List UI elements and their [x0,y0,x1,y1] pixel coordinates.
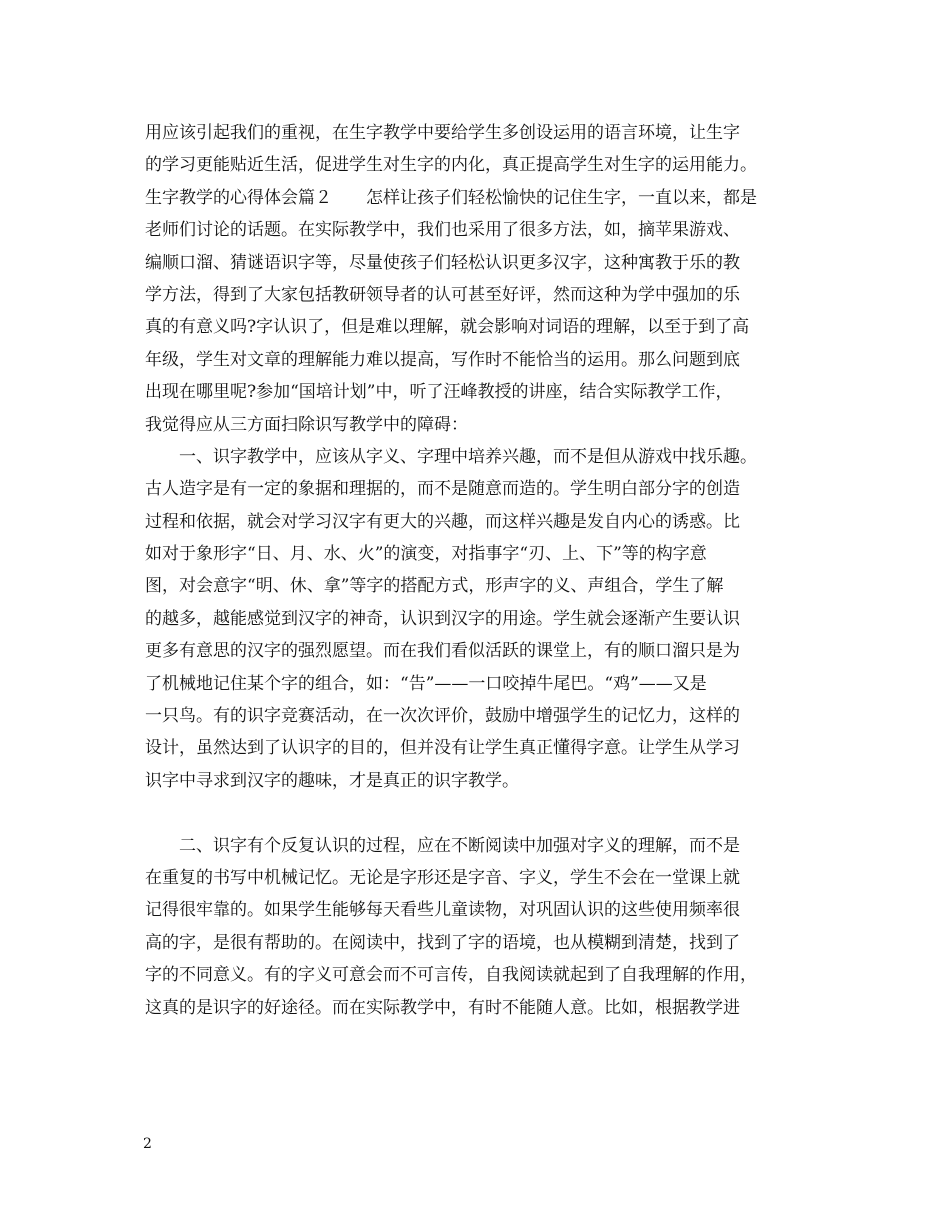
paragraph-gap [145,797,810,829]
text-line: 过程和依据，就会对学习汉字有更大的兴趣，而这样兴趣是发自内心的诱惑。比 [145,511,740,532]
text-line: 识字中寻求到汉字的趣味，才是真正的识字教学。 [145,770,519,791]
text-line: 出现在哪里呢?参加“国培计划”中，听了汪峰教授的讲座，结合实际教学工作， [145,382,733,403]
text-line: 编顺口溜、猜谜语识字等，尽量使孩子们轻松认识更多汉字，这种寓教于乐的教 [145,252,740,273]
text-line: 我觉得应从三方面扫除识写教学中的障碍： [145,414,468,435]
text-line: 记得很牢靠的。如果学生能够每天看些儿童读物，对巩固认识的这些使用频率很 [145,900,740,921]
text-line: 真的有意义吗?字认识了，但是难以理解，就会影响对词语的理解，以至于到了高 [145,317,750,338]
page-number: 2 [143,1136,152,1152]
text-line: 了机械地记住某个字的组合，如：“告”——一口咬掉牛尾巴。“鸡”——又是 [145,673,707,694]
text-line: 生字教学的心得体会篇２ 怎样让孩子们轻松愉快的记住生字，一直以来，都是 [145,187,757,208]
text-line: 高的字，是很有帮助的。在阅读中，找到了字的语境，也从模糊到清楚，找到了 [145,932,740,953]
text-line: 字的不同意义。有的字义可意会而不可言传，自我阅读就起到了自我理解的作用， [145,965,757,986]
text-line: 年级，学生对文章的理解能力难以提高，写作时不能恰当的运用。那么问题到底 [145,349,740,370]
text-line: 设计，虽然达到了认识字的目的，但并没有让学生真正懂得字意。让学生从学习 [145,738,740,759]
body-text [145,117,810,1024]
text-line: 古人造字是有一定的象据和理据的，而不是随意而造的。学生明白部分字的创造 [145,479,740,500]
paragraph-two-heading: 二、识字有个反复认识的过程，应在不断阅读中加强对字义的理解，而不是 [179,835,740,856]
text-line: 的学习更能贴近生活，促进学生对生字的内化，真正提高学生对生字的运用能力。 [145,155,757,176]
text-line: 在重复的书写中机械记忆。无论是字形还是字音、字义，学生不会在一堂课上就 [145,867,740,888]
text-line: 如对于象形字“日、月、水、火”的演变，对指事字“刃、上、下”等的构字意 [145,544,707,565]
text-line: 更多有意思的汉字的强烈愿望。而在我们看似活跃的课堂上，有的顺口溜只是为 [145,641,740,662]
text-line: 的越多，越能感觉到汉字的神奇，认识到汉字的用途。学生就会逐渐产生要认识 [145,608,740,629]
text-line: 学方法，得到了大家包括教研领导者的认可甚至好评，然而这种为学中强加的乐 [145,284,740,305]
text-line: 一只鸟。有的识字竞赛活动，在一次次评价，鼓励中增强学生的记忆力，这样的 [145,706,740,727]
text-line: 用应该引起我们的重视，在生字教学中要给学生多创设运用的语言环境，让生字 [145,123,740,143]
text-line: 图，对会意字“明、休、拿”等字的搭配方式，形声字的义、声组合，学生了解 [145,576,724,597]
paragraph-one-heading: 一、识字教学中，应该从字义、字理中培养兴趣，而不是但从游戏中找乐趣。 [179,446,757,467]
text-line: 这真的是识字的好途径。而在实际教学中，有时不能随人意。比如，根据教学进 [145,997,740,1018]
text-line: 老师们讨论的话题。在实际教学中，我们也采用了很多方法，如，摘苹果游戏、 [145,220,740,241]
